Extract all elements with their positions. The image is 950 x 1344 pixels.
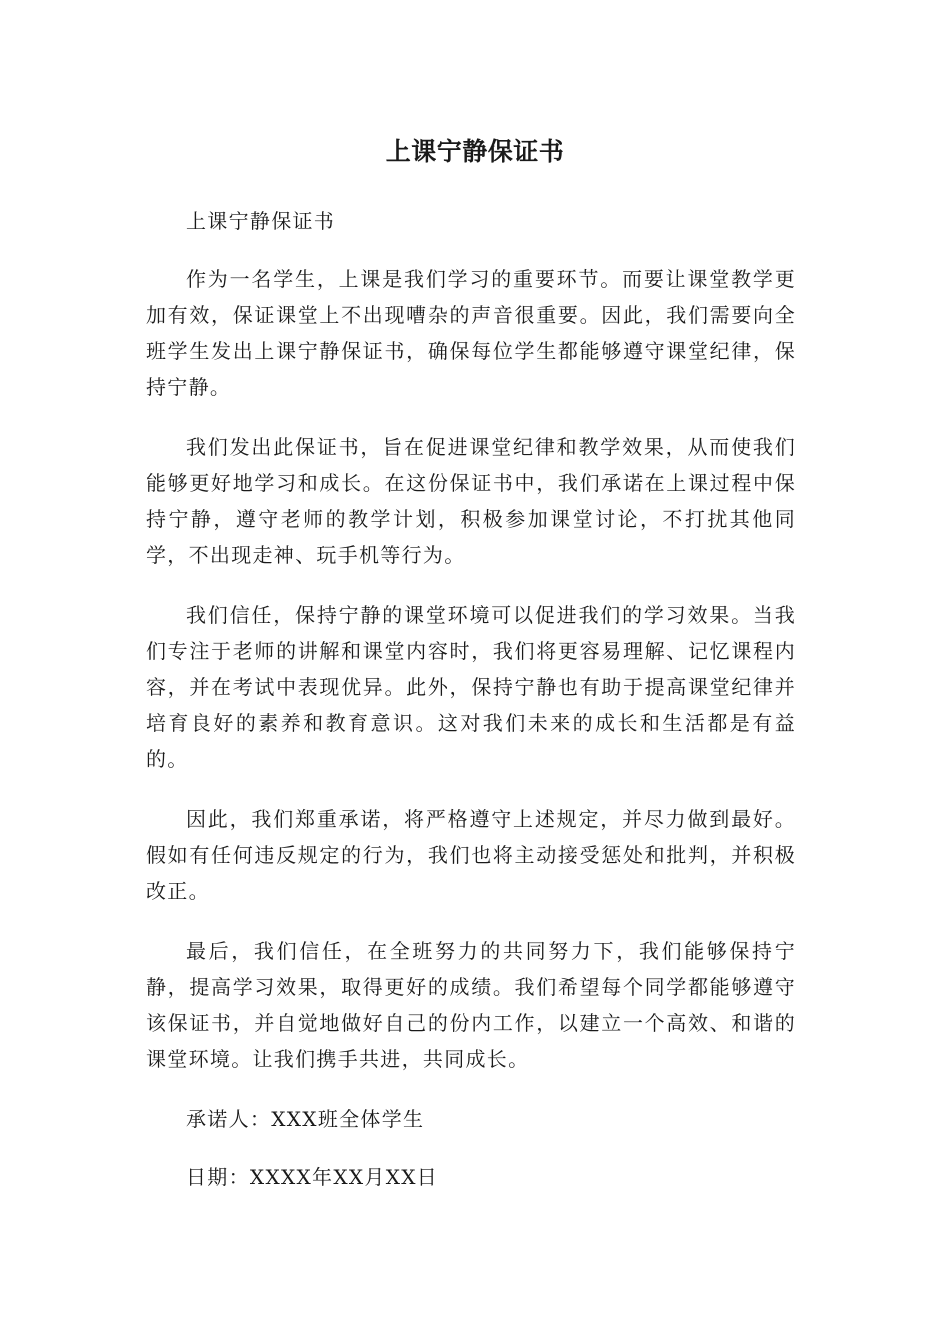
date-line: 日期：XXXX年XX月XX日 <box>186 1165 439 1189</box>
paragraph-5: 最后，我们信任，在全班努力的共同努力下，我们能够保持宁静，提高学习效果，取得更好的成绩。我们希望每个同学都能够遵守该保证书，并自觉地做好自己的份内工作，以建立一个高效、和谐的课堂环境。让我们携手共进，共同成长。 <box>146 939 796 1071</box>
document-body <box>146 203 796 1217</box>
paragraph-2: 我们发出此保证书，旨在促进课堂纪律和教学效果，从而使我们能够更好地学习和成长。在这份保证书中，我们承诺在上课过程中保持宁静，遵守老师的教学计划，积极参加课堂讨论，不打扰其他同学，不出现走神、玩手机等行为。 <box>146 435 796 567</box>
signatory-line: 承诺人：XXX班全体学生 <box>186 1107 425 1131</box>
paragraph-4: 因此，我们郑重承诺，将严格遵守上述规定，并尽力做到最好。假如有任何违反规定的行为，我们也将主动接受惩处和批判，并积极改正。 <box>146 807 796 903</box>
paragraph-1: 作为一名学生，上课是我们学习的重要环节。而要让课堂教学更加有效，保证课堂上不出现嘈杂的声音很重要。因此，我们需要向全班学生发出上课宁静保证书，确保每位学生都能够遵守课堂纪律，保持宁静。 <box>146 267 796 399</box>
document-subtitle: 上课宁静保证书 <box>186 209 336 233</box>
document-title: 上课宁静保证书 <box>385 137 565 166</box>
paragraph-3: 我们信任，保持宁静的课堂环境可以促进我们的学习效果。当我们专注于老师的讲解和课堂内容时，我们将更容易理解、记忆课程内容，并在考试中表现优异。此外，保持宁静也有助于提高课堂纪律并培育良好的素养和教育意识。这对我们未来的成长和生活都是有益的。 <box>146 603 796 771</box>
